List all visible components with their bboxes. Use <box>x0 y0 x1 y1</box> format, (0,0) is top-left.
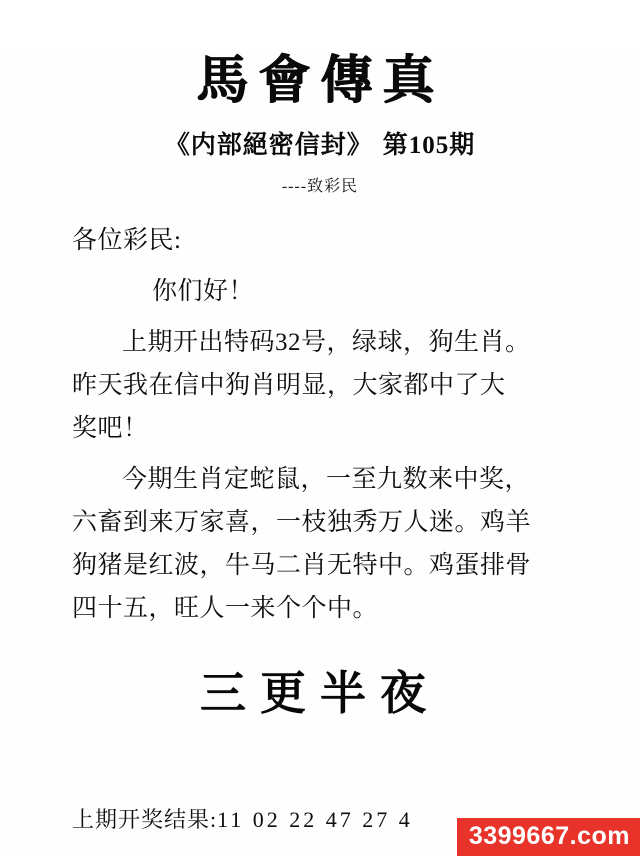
last-draw-label: 上期开奖结果: <box>72 807 218 832</box>
greeting-line: 各位彩民: <box>72 227 182 255</box>
paragraph-line-5: 六畜到来万家喜，一枝独秀万人迷。鸡羊 <box>72 509 532 537</box>
subtitle-row <box>0 125 640 161</box>
paragraph-line-7: 四十五，旺人一来个个中。 <box>72 595 379 623</box>
paragraph-line-1: 上期开出特码32号，绿球，狗生肖。 <box>122 329 531 357</box>
paragraph-line-6: 狗猪是红波，牛马二肖无特中。鸡蛋排骨 <box>72 552 532 580</box>
slogan-text: 三更半夜 <box>200 666 440 721</box>
issue-number: 第105期 <box>382 132 476 160</box>
paragraph-line-4: 今期生肖定蛇鼠，一至九数来中奖， <box>122 466 531 494</box>
paragraph-line-2: 昨天我在信中狗肖明显，大家都中了大 <box>72 372 506 400</box>
paragraph-line-3: 奖吧！ <box>72 415 149 443</box>
hello-line: 你们好！ <box>152 278 255 306</box>
body-text <box>72 222 568 627</box>
page-title: 馬會傳真 <box>195 50 444 111</box>
subtitle-text: 《内部絕密信封》 <box>164 130 373 160</box>
dedication-line: ----致彩民 <box>281 178 359 196</box>
site-watermark: 3399667.com <box>457 818 640 856</box>
document-page <box>0 52 640 856</box>
last-draw-numbers: 11 02 22 47 27 4 <box>217 807 413 832</box>
